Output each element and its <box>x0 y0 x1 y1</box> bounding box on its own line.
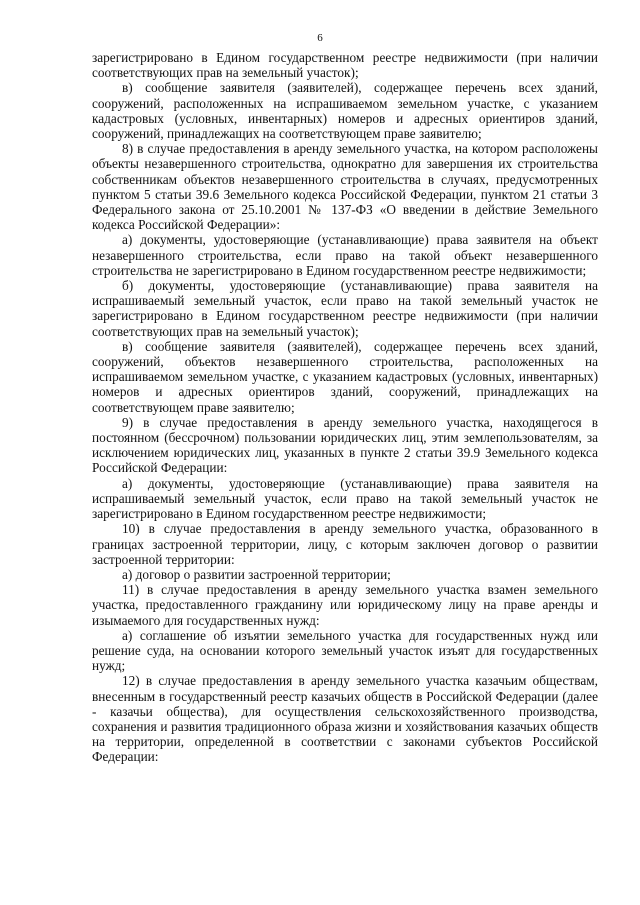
paragraph-9: 9) в случае предоставления в аренду земельного участка, находящегося в постоянном (бессрочном) пользовании юридических лиц, этим землепользователям, за исключением юридических лиц, указанных в пункте 2 статьи 39.9 Земельного кодекса Российской Федерации: <box>92 414 598 476</box>
paragraph-8a: а) документы, удостоверяющие (устанавливающие) права заявителя на объект незавершенного строительства, если право на такой объект незавершенного строительства не зарегистрировано в Едином государственном реестре недвижимости; <box>92 232 598 278</box>
paragraph-continuation: зарегистрировано в Едином государственном реестре недвижимости (при наличии соответствующих прав на земельный участок); <box>92 50 598 81</box>
paragraph-8v: в) сообщение заявителя (заявителей), содержащее перечень всех зданий, сооружений, объектов незавершенного строительства, расположенных на испрашиваемом земельном участке, с указанием кадастровых (условных, инвентарных) номеров и адресных ориентиров зданий, сооружений, принадлежащих на соответствующем праве заявителю; <box>92 338 598 415</box>
paragraph-12: 12) в случае предоставления в аренду земельного участка казачьим обществам, внесенным в государственный реестр казачьих обществ в Российской Федерации (далее - казачьи общества), для осуществления сельскохозяйственного производства, сохранения и развития традиционного образа жизни и хозяйствования казачьих обществ на территории, определенной в соответствии с законами субъектов Российской Федерации: <box>92 673 598 765</box>
paragraph-7v: в) сообщение заявителя (заявителей), содержащее перечень всех зданий, сооружений, расположенных на испрашиваемом земельном участке, с указанием кадастровых (условных, инвентарных) номеров и адресных ориентиров зданий, сооружений, принадлежащих на соответствующем праве заявителю; <box>92 80 598 142</box>
paragraph-8: 8) в случае предоставления в аренду земельного участка, на котором расположены объекты незавершенного строительства, однократно для завершения их строительства собственникам объектов незавершенного строительства в случаях, предусмотренных пунктом 5 статьи 39.6 Земельного кодекса Российской Федерации, пунктом 21 статьи 3 Федерального закона от 25.10.2001 № 137-ФЗ «О введении в действие Земельного кодекса Российской Федерации»: <box>92 141 598 233</box>
paragraph-10a: а) договор о развитии застроенной территории; <box>122 566 391 582</box>
page-number: 6 <box>317 32 323 44</box>
document-body <box>92 50 598 765</box>
paragraph-9a: а) документы, удостоверяющие (устанавливающие) права заявителя на испрашиваемый земельный участок, если право на такой земельный участок не зарегистрировано в Едином государственном реестре недвижимости; <box>92 475 598 522</box>
paragraph-8b: б) документы, удостоверяющие (устанавливающие) права заявителя на испрашиваемый земельный участок, если право на такой земельный участок не зарегистрировано в Едином государственном реестре недвижимости (при наличии соответствующих прав на земельный участок); <box>92 278 598 339</box>
paragraph-10: 10) в случае предоставления в аренду земельного участка, образованного в границах застроенной территории, лицу, с которым заключен договор о развитии застроенной территории: <box>92 521 598 567</box>
paragraph-11a: а) соглашение об изъятии земельного участка для государственных нужд или решение суда, на основании которого земельный участок изъят для государственных нужд; <box>92 627 598 674</box>
paragraph-11: 11) в случае предоставления в аренду земельного участка взамен земельного участка, предоставленного гражданину или юридическому лицу на праве аренды и изымаемого для государственных нужд: <box>92 582 598 628</box>
